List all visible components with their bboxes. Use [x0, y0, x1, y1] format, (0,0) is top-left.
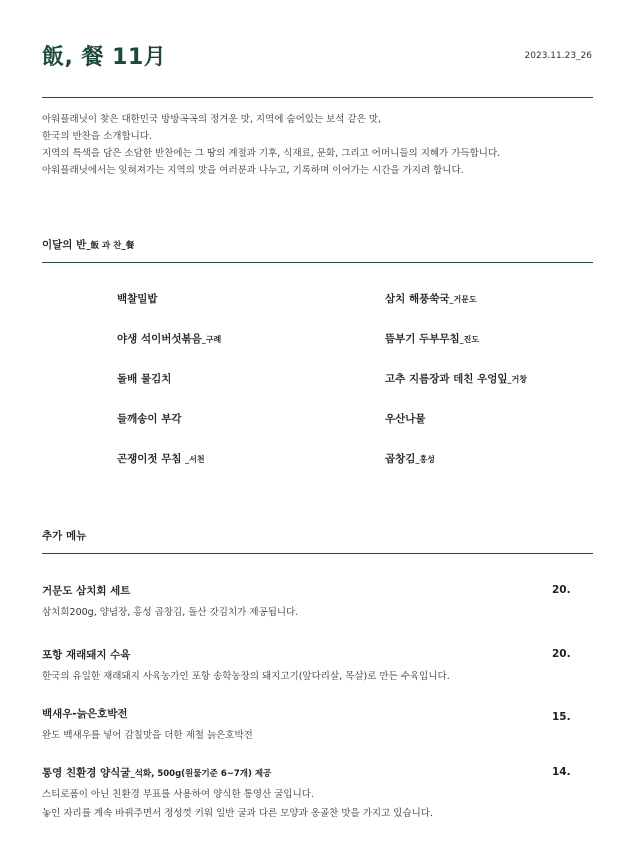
dish-region: _거문도: [449, 295, 477, 304]
dish-name: 백찰밀밥: [117, 293, 158, 305]
menu-item-desc-line: 스티로폼이 아닌 친환경 부표를 사용하여 양식한 통영산 굴입니다.: [42, 789, 314, 800]
menu-item-desc: [42, 785, 572, 823]
menu-item-desc: [42, 667, 572, 686]
event-date: 2023.11.23_26: [524, 51, 592, 61]
menu-item-subtitle: _석화, 500g(원물기준 6~7개) 제공: [130, 769, 272, 779]
menu-item-desc-line: 놓인 자리를 계속 바꿔주면서 정성껏 키워 일반 굴과 다른 모양과 옹골찬 맛을 가지고 있습니다.: [42, 808, 434, 819]
dish-right-2: [385, 331, 479, 346]
dish-name: 뜸부기 두부무침: [385, 333, 460, 345]
dish-name: 고추 지름장과 데친 우엉잎: [385, 373, 508, 385]
menu-item-name: [42, 706, 572, 721]
menu-item: [42, 706, 572, 745]
banchan-section-title: [42, 237, 134, 252]
menu-item-name: [42, 765, 572, 780]
dish-left-5: [117, 451, 205, 466]
dish-left-1: [117, 291, 158, 306]
menu-item-name: [42, 647, 572, 662]
menu-item-desc-line: 완도 백새우를 넣어 감칠맛을 더한 제철 늙은호박전: [42, 730, 253, 741]
intro-line: 지역의 특색을 담은 소담한 반찬에는 그 땅의 계절과 기후, 식재료, 문화, 그리고 어머니들의 지혜가 가득합니다.: [42, 148, 501, 159]
menu-item-name: [42, 583, 572, 598]
dish-name: 들깨송이 부각: [117, 413, 182, 425]
dish-region: _진도: [459, 335, 480, 344]
intro-line: 한국의 반찬을 소개합니다.: [42, 131, 153, 142]
dish-right-3: [385, 371, 527, 386]
header-divider: [42, 97, 593, 98]
dish-right-4: [385, 411, 426, 426]
intro-line: 아워플래닛이 찾은 대한민국 방방곡곡의 정겨운 맛, 지역에 숨어있는 보석 같은 맛,: [42, 114, 382, 125]
dish-region: _홍성: [415, 455, 435, 464]
page-title: 飯, 餐 11月: [42, 45, 167, 70]
dish-region: _서천: [185, 455, 205, 464]
dish-name: 우산나물: [385, 413, 426, 425]
dish-region: _거창: [507, 375, 528, 384]
extra-section-divider: [42, 553, 593, 554]
dish-name: 곱창김: [385, 453, 416, 465]
menu-item-desc: [42, 726, 572, 745]
menu-item-title: 백새우-늙은호박전: [42, 708, 128, 720]
menu-item-title: 통영 친환경 양식굴: [42, 767, 131, 779]
banchan-section-title-main: 이달의 반: [42, 239, 87, 251]
menu-item-title: 거문도 삼치회 세트: [42, 585, 131, 597]
menu-item-desc-line: 한국의 유일한 재래돼지 사육농가인 포항 송학농장의 돼지고기(앞다리살, 목살)로 만든 수육입니다.: [42, 671, 450, 682]
dish-right-5: [385, 451, 435, 466]
dish-name: 곤쟁이젓 무침: [117, 453, 186, 465]
dish-left-4: [117, 411, 182, 426]
menu-item-price: 14.: [552, 766, 571, 778]
menu-item: [42, 765, 572, 823]
dish-name: 삼치 해풍쑥국: [385, 293, 450, 305]
menu-item: [42, 583, 572, 622]
menu-item-desc-line: 삼치회200g, 양념장, 홍성 곱창김, 돌산 갓김치가 제공됩니다.: [42, 607, 299, 618]
dish-right-1: [385, 291, 477, 306]
menu-item: [42, 647, 572, 686]
menu-item-price: 20.: [552, 648, 571, 660]
menu-item-price: 15.: [552, 711, 571, 723]
banchan-section-title-sub: _飯 과 찬_餐: [86, 241, 135, 251]
menu-item-price: 20.: [552, 584, 571, 596]
intro-text: [42, 111, 602, 179]
dish-name: 돌배 물김치: [117, 373, 172, 385]
dish-name: 야생 석이버섯볶음: [117, 333, 202, 345]
dish-region: _구례: [201, 335, 222, 344]
banchan-section-divider: [42, 262, 593, 263]
extra-section-title: 추가 메뉴: [42, 530, 87, 542]
intro-line: 아워플래닛에서는 잊혀져가는 지역의 맛을 여러분과 나누고, 기록하며 이어가는 시간을 가지려 합니다.: [42, 165, 464, 176]
menu-item-title: 포항 재래돼지 수육: [42, 649, 131, 661]
dish-left-3: [117, 371, 171, 386]
menu-item-desc: [42, 603, 572, 622]
dish-left-2: [117, 331, 221, 346]
